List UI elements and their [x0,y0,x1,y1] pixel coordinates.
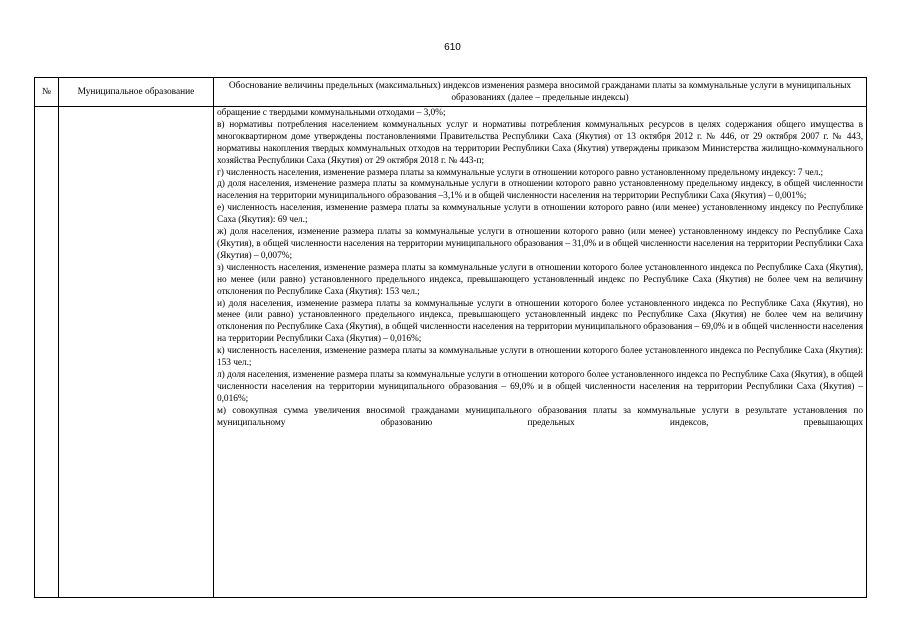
paragraph: з) численность населения, изменение размера платы за коммунальные услуги в отношении которого более установленного индекса по Республике Саха (Якутия), но менее (или равно) установленного предельного индекса, превышающего установленный индекс по Республике Саха (Якутия) не более чем на величину отклонения по Республике Саха (Якутия): 153 чел.; [217,262,863,297]
justification-text [214,107,866,597]
page-number: 610 [444,42,461,53]
row-municipality-cell [59,107,214,598]
paragraph: обращение с твердыми коммунальными отходами – 3,0%; [217,108,446,118]
table-row [35,107,867,598]
column-header-municipality: Муниципальное образование [59,78,214,107]
column-header-number: № [35,78,59,107]
row-number-cell [35,107,59,598]
paragraph: к) численность населения, изменение размера платы за коммунальные услуги в отношении которого более установленного индекса по Республике Саха (Якутия): 153 чел.; [217,346,863,369]
paragraph: е) численность населения, изменение размера платы за коммунальные услуги в отношении которого равно (или менее) установленному индексу по Республике Саха (Якутия): 69 чел.; [217,203,863,226]
paragraph: м) совокупная сумма увеличения вносимой гражданами муниципального образования платы за коммунальные услуги в результате установления по муниципальному образованию предельных индексов, превышающих [217,405,863,428]
column-header-justification: Обоснование величины предельных (максимальных) индексов изменения размера вносимой гражданами платы за коммунальные услуги в муниципальных образованиях (далее – предельные индексы) [214,78,867,107]
paragraph: д) доля населения, изменение размера платы за коммунальные услуги в отношении которого равно установленному предельному индексу, в общей численности населения на территории муниципального образования –3,1% и в общей численности населения на территории Республики Саха (Якутия) – 0,001%; [217,179,863,202]
paragraph: ж) доля населения, изменение размера платы за коммунальные услуги в отношении которого равно (или менее) установленному индексу по Республике Саха (Якутия), в общей численности населения на территории муниципального образования – 31,0% и в общей численности населения на территории Республики Саха (Якутия) – 0,007%; [217,227,863,261]
paragraph: в) нормативы потребления населением коммунальных услуг и нормативы потребления коммунальных ресурсов в целях содержания общего имущества в многоквартирном доме утверждены постановлениями Правительства Республики Саха (Якутия) от 13 октября 2012 г. № 446, от 29 октября 2007 г. № 443, нормативы накопления твердых коммунальных отходов на территории Республики Саха (Якутия) утверждены приказом Министерства жилищно-коммунального хозяйства Республики Саха (Якутия) от 29 октября 2018 г. № 443-п; [217,119,863,166]
indices-table [34,77,867,598]
paragraph: л) доля населения, изменение размера платы за коммунальные услуги в отношении которого более установленного индекса по Республике Саха (Якутия), в общей численности населения на территории муниципального образования – 69,0% и в общей численности населения на территории Республики Саха (Якутия) – 0,016%; [217,369,863,404]
table-header-row [35,78,867,107]
paragraph: г) численность населения, изменение размера платы за коммунальные услуги в отношении которого равно установленному предельному индексу: 7 чел.; [217,167,824,178]
row-justification-cell [214,107,867,598]
paragraph: и) доля населения, изменение размера платы за коммунальные услуги в отношении которого более установленного индекса по Республике Саха (Якутия), но менее (или равно) установленного предельного индекса, превышающего установленный индекс по Республике Саха (Якутия) не более чем на величину отклонения по Республике Саха (Якутия), в общей численности населения на территории муниципального образования – 69,0% и в общей численности населения на территории Республики Саха (Якутия) – 0,016%; [217,298,863,345]
